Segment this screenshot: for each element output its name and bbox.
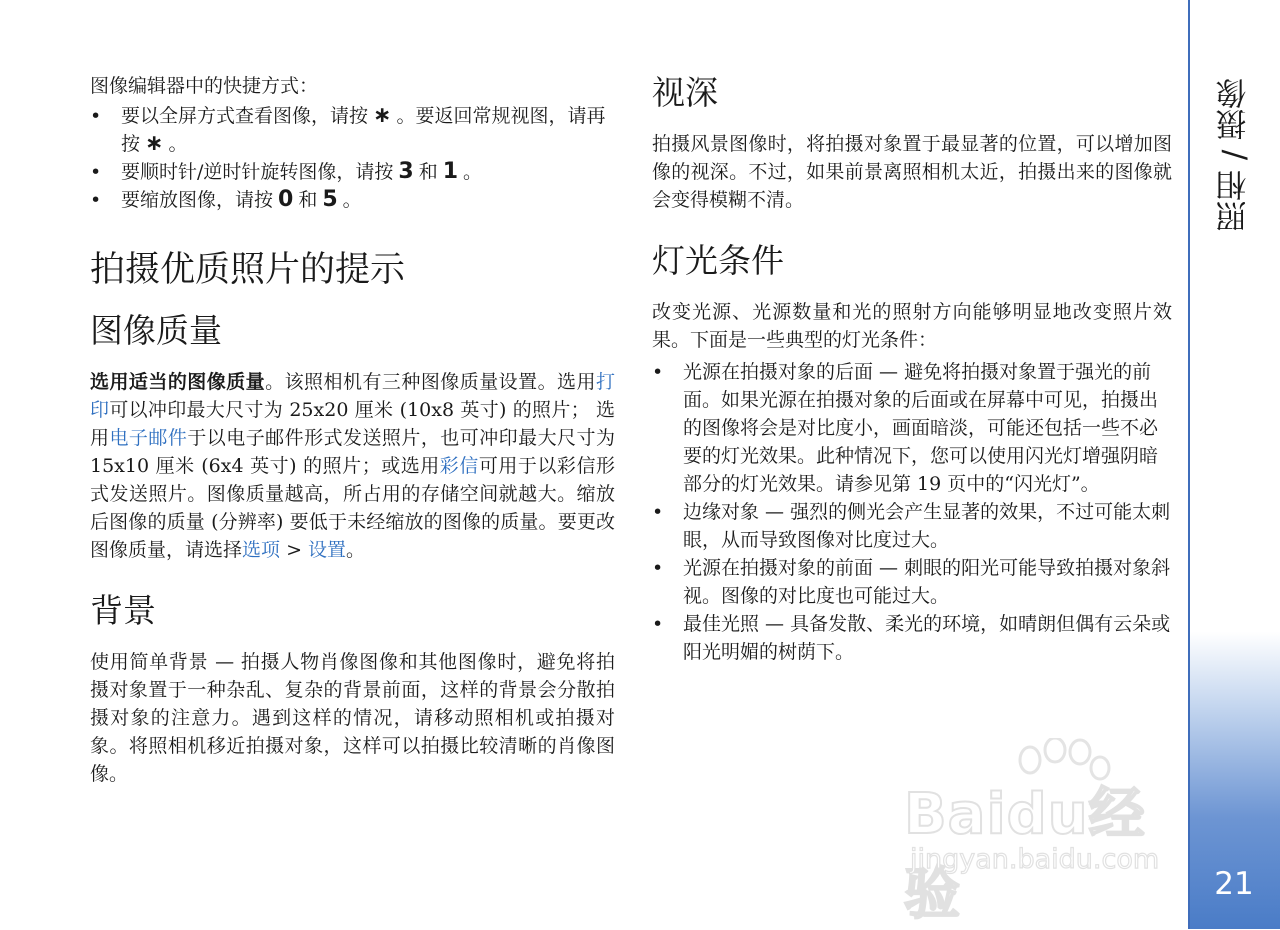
shortcut-text: 和 <box>418 161 438 183</box>
shortcut-text: 要以全屏方式查看图像，请按 <box>121 105 369 127</box>
key-1-icon: 1 <box>442 159 459 184</box>
page-number: 21 <box>1214 866 1254 902</box>
lighting-list <box>652 358 1172 666</box>
print-option-link[interactable]: 打印 <box>90 371 615 421</box>
mms-option-link[interactable]: 彩信 <box>439 455 479 477</box>
shortcut-text: 和 <box>298 189 318 211</box>
quality-lead: 选用适当的图像质量 <box>90 371 266 393</box>
background-heading: 背景 <box>90 591 156 630</box>
paragraph-text: 。 <box>346 539 366 561</box>
watermark-brand: Baidu经验 <box>904 782 1146 927</box>
shortcut-text: 。要返回常规视图，请再按 <box>121 105 606 155</box>
background-paragraph: 使用简单背景 — 拍摄人物肖像图像和其他图像时，避免将拍摄对象置于一种杂乱、复杂的背景前面，这样的背景会分散拍摄对象的注意力。遇到这样的情况，请移动照相机或拍摄对象。将照相机移近拍摄对象，这样可以拍摄比较清晰的肖像图像。 <box>90 651 615 785</box>
watermark-url: jingyan.baidu.com <box>910 844 1160 875</box>
shortcuts-intro: 图像编辑器中的快捷方式： <box>90 75 319 97</box>
key-3-icon: 3 <box>398 159 414 184</box>
baidu-watermark <box>900 738 1200 927</box>
key-5-icon: 5 <box>322 187 338 212</box>
quality-paragraph <box>90 368 615 564</box>
menu-separator: > <box>280 539 309 561</box>
star-key-icon: ∗ <box>373 103 392 128</box>
list-item: • 最佳光照 — 具备发散、柔光的环境，如晴朗但偶有云朵或阳光明媚的树荫下。 <box>652 610 1172 666</box>
list-item <box>90 186 615 214</box>
lighting-heading: 灯光条件 <box>652 241 784 280</box>
tips-title: 拍摄优质照片的提示 <box>90 250 406 290</box>
shortcut-list <box>90 102 615 214</box>
paragraph-text: 于以电子邮件形式发送照片，也可冲印最大尺寸为 15x10 厘米 (6x4 英寸) 的照片；或选用 <box>90 427 615 477</box>
depth-heading: 视深 <box>652 73 718 112</box>
list-item: • 光源在拍摄对象的后面 — 避免将拍摄对象置于强光的前面。如果光源在拍摄对象的后面或在屏幕中可见，拍摄出的图像将会是对比度小，画面暗淡，可能还包括一些不必要的灯光效果。此种情况下，您可以使用闪光灯增强阴暗部分的灯光效果。请参见第 19 页中的“闪光灯”。 <box>652 358 1172 498</box>
right-column <box>652 72 1172 666</box>
paragraph-text: 可以冲印最大尺寸为 25x20 厘米 (10x8 英寸) 的照片； 选用 <box>90 399 615 449</box>
list-item: • 边缘对象 — 强烈的侧光会产生显著的效果，不过可能太刺眼，从而导致图像对比度过大。 <box>652 498 1172 554</box>
star-key-icon: ∗ <box>145 131 164 156</box>
shortcut-text: 要顺时针/逆时针旋转图像，请按 <box>121 161 394 183</box>
left-column <box>90 72 615 788</box>
email-option-link[interactable]: 电子邮件 <box>109 427 188 449</box>
shortcut-text: 。 <box>342 189 362 211</box>
options-link[interactable]: 选项 <box>242 539 281 561</box>
section-label: 照相 / 摄像 <box>1216 77 1253 233</box>
settings-link[interactable]: 设置 <box>308 539 347 561</box>
shortcut-text: 。 <box>168 133 188 155</box>
lighting-intro: 改变光源、光源数量和光的照射方向能够明显地改变照片效果。下面是一些典型的灯光条件： <box>652 301 1172 351</box>
quality-heading: 图像质量 <box>90 311 222 350</box>
shortcut-text: 。 <box>463 161 483 183</box>
depth-paragraph: 拍摄风景图像时，将拍摄对象置于最显著的位置，可以增加图像的视深。不过，如果前景离照相机太近，拍摄出来的图像就会变得模糊不清。 <box>652 133 1172 211</box>
list-item <box>90 102 615 158</box>
shortcut-text: 要缩放图像，请按 <box>121 189 274 211</box>
list-item <box>90 158 615 186</box>
list-item: • 光源在拍摄对象的前面 — 刺眼的阳光可能导致拍摄对象斜视。图像的对比度也可能过大。 <box>652 554 1172 610</box>
paragraph-text: 。该照相机有三种图像质量设置。选用 <box>265 371 596 393</box>
paragraph-text: 可用于以彩信形式发送照片。图像质量越高，所占用的存储空间就越大。缩放后图像的质量 (分辨率) 要低于未经缩放的图像的质量。要更改图像质量，请选择 <box>90 455 615 561</box>
key-0-icon: 0 <box>278 187 294 212</box>
